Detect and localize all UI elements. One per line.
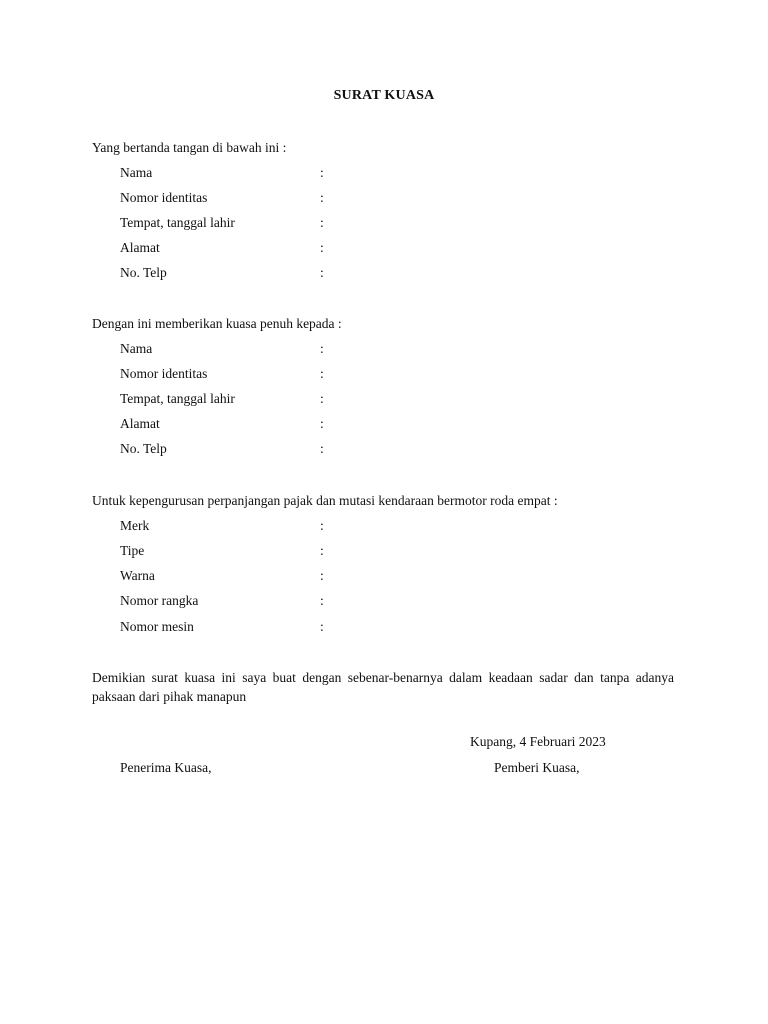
section2-intro: Dengan ini memberikan kuasa penuh kepada :: [92, 316, 342, 331]
field-colon: :: [320, 341, 324, 356]
section3-intro: Untuk kepengurusan perpanjangan pajak dan mutasi kendaraan bermotor roda empat :: [92, 493, 558, 508]
field-colon: :: [320, 215, 324, 230]
field-label: Merk: [120, 518, 150, 533]
field-label: Tipe: [120, 543, 145, 558]
field-label: Nomor identitas: [120, 190, 208, 205]
field-colon: :: [320, 593, 324, 608]
field-label: Alamat: [120, 240, 160, 255]
field-colon: :: [320, 416, 324, 431]
field-colon: :: [320, 518, 324, 533]
field-label: No. Telp: [120, 441, 167, 456]
field-colon: :: [320, 165, 324, 180]
document-title: SURAT KUASA: [333, 88, 435, 103]
signature-giver-label: Pemberi Kuasa,: [494, 760, 580, 775]
field-colon: :: [320, 366, 324, 381]
field-colon: :: [320, 265, 324, 280]
field-label: Tempat, tanggal lahir: [120, 391, 235, 406]
field-label: Nomor rangka: [120, 593, 199, 608]
section1-intro: Yang bertanda tangan di bawah ini :: [92, 140, 287, 155]
field-label: Nomor mesin: [120, 619, 194, 634]
field-colon: :: [320, 441, 324, 456]
field-label: Nama: [120, 165, 153, 180]
closing-paragraph: Demikian surat kuasa ini saya buat dengan sebenar-benarnya dalam keadaan sadar dan tanpa adanya paksaan dari pihak manapun: [92, 670, 674, 704]
field-label: Nama: [120, 341, 153, 356]
field-label: Alamat: [120, 416, 160, 431]
field-colon: :: [320, 543, 324, 558]
field-label: Nomor identitas: [120, 366, 208, 381]
signature-receiver-label: Penerima Kuasa,: [120, 760, 212, 775]
field-label: Warna: [120, 568, 155, 583]
field-colon: :: [320, 619, 324, 634]
field-colon: :: [320, 240, 324, 255]
field-colon: :: [320, 190, 324, 205]
field-label: No. Telp: [120, 265, 167, 280]
field-label: Tempat, tanggal lahir: [120, 215, 235, 230]
field-colon: :: [320, 391, 324, 406]
place-date: Kupang, 4 Februari 2023: [470, 734, 606, 749]
field-colon: :: [320, 568, 324, 583]
